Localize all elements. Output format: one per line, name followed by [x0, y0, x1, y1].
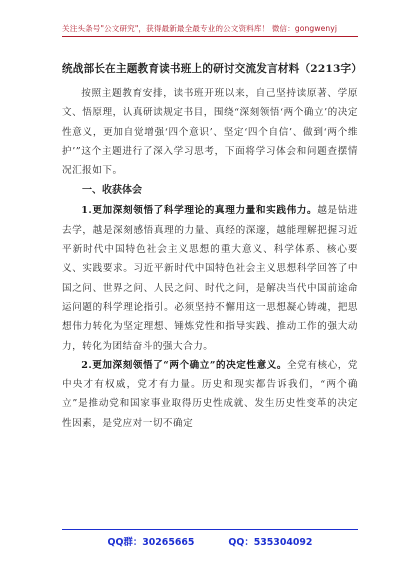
header-notice: 关注头条号"公文研究"，获得最新最全最专业的公文资料库！ 微信：gongwenyj: [62, 24, 338, 33]
header-notice-bar: [62, 0, 358, 34]
footer-qq: QQ：535304092: [228, 537, 313, 548]
footer-contacts: [62, 534, 358, 554]
header-rule: [62, 36, 358, 37]
document-body: [62, 60, 363, 433]
item-2-paragraph: [62, 356, 358, 433]
section-heading: 一、收获体会: [82, 185, 142, 197]
item-2-body: 全党有核心，党中央才有权威，党才有力量。历史和现实都告诉我们，“两个确立”是推动党和国家事业取得历史性成就、发生历史性变革的决定性因素，是党应对一切不确定: [62, 359, 358, 429]
item-1-lead: 1.更加深刻领悟了科学理论的真理力量和实践伟力。: [81, 205, 318, 217]
item-2-lead: 2.更加深刻领悟了“两个确立”的决定性意义。: [81, 359, 288, 371]
item-1-paragraph: [62, 201, 358, 355]
footer-rule: [62, 529, 358, 530]
document-title: 统战部长在主题教育读书班上的研讨交流发言材料（2213字）: [62, 63, 363, 75]
footer-qq-group: QQ群：30265665: [107, 537, 195, 548]
item-1-body: 越是钻进去学，越是深刻感悟真理的力量、真经的深邃，越能理解把握习近平新时代中国特色社会主义思想的重大意义、科学体系、核心要义、实践要求。习近平新时代中国特色社会主义思想科学回答了中国之问、世界之问、人民之问、时代之问，是解决当代中国前途命运问题的科学理论指引。必须坚持不懈用这一思想凝心铸魂，把思想伟力转化为坚定理想、锤炼党性和指导实践、推动工作的强大动力，转化为团结奋斗的强大合力。: [62, 205, 359, 352]
intro-paragraph: 按照主题教育安排，读书班开班以来，自己坚持读原著、学原文、悟原理，认真研读规定书目，围绕“深刻领悟‘两个确立’的决定性意义，更加自觉增强‘四个意识’、坚定‘四个自信’、做到‘两个维护’”这个主题进行了深入学习思考，下面将学习体会和问题查摆情况汇报如下。: [62, 88, 358, 177]
